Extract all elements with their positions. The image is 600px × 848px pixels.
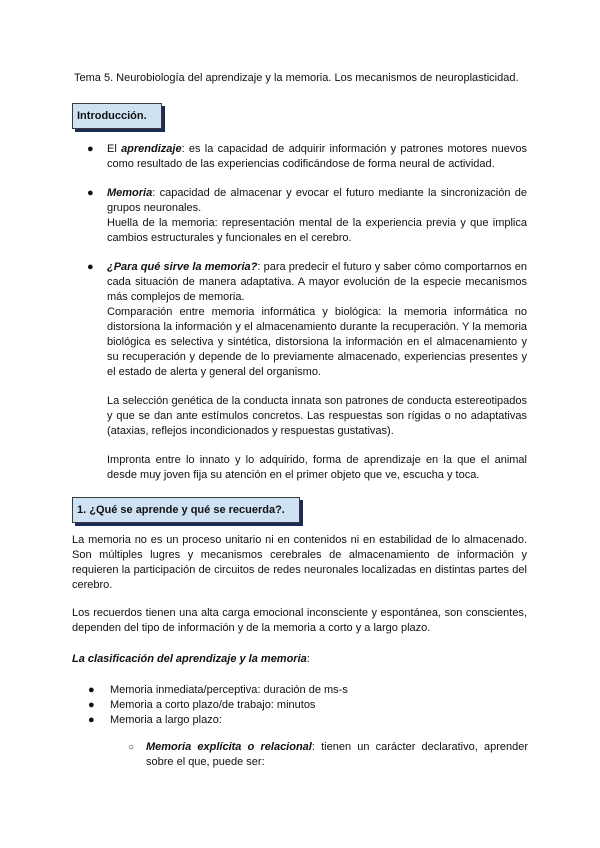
heading-introduccion-text: Introducción. [77,109,147,122]
list-item [88,683,528,698]
term-memoria: Memoria [107,187,153,199]
item-text: : para predecir el futuro y saber cómo comportarnos en cada situación de manera adaptativa. A mayor evolución de la especie mecanismos más complejos de memoria. [107,261,527,303]
memory-sublist [126,740,528,770]
heading-introduccion [72,103,162,129]
list-item [88,713,528,728]
term-para-que: ¿Para qué sirve la memoria? [107,261,258,273]
sublist-item-explicita [126,740,528,770]
list-item-memoria [87,186,527,246]
item-paragraph-seleccion: La selección genética de la conducta innata son patrones de conducta estereotipados y que se dan ante estímulos concretos. Las respuestas son rígidas o no adaptativas (ataxias, reflejos incondicionados y respuestas gustativas). [107,395,527,437]
paragraph-memoria-no-unitaria: La memoria no es un proceso unitario ni en contenidos ni en estabilidad de lo almacenado. Son múltiples lugres y mecanismos cerebrales de almacenamiento de información y requieren la participación de circuitos de redes neuronales localizadas en distintas partes del cerebro. [72,534,527,591]
heading-que-se-aprende-text: 1. ¿Qué se aprende y qué se recuerda?. [77,503,285,516]
bullet-icon: ● [88,714,95,726]
bullet-icon: ● [87,143,94,155]
item-prefix: El [107,143,122,155]
list-item-para-que [87,260,527,483]
list-item-aprendizaje [87,142,527,172]
list-item [88,698,528,713]
item-paragraph-impronta: Impronta entre lo innato y lo adquirido, forma de aprendizaje en la que el animal desde muy joven fija su atención en el primer objeto que ve, escucha y toca. [107,454,527,481]
list-item-text: Memoria a largo plazo: [110,714,222,726]
classification-label [72,652,527,667]
bullet-icon: ● [88,699,95,711]
bullet-icon: ● [87,261,94,273]
item-text: : es la capacidad de adquirir información y patrones motores nuevos como resultado de las experiencias codificándose de forma neural de actividad. [107,143,527,170]
item-extra: Huella de la memoria: representación mental de la experiencia previa y que implica cambios estructurales y funcionales en el cerebro. [107,217,527,244]
circle-bullet-icon: ○ [128,742,135,753]
bullet-icon: ● [87,187,94,199]
document-title: Tema 5. Neurobiología del aprendizaje y la memoria. Los mecanismos de neuroplasticidad. [74,72,519,84]
classification-colon: : [306,653,310,665]
list-item-text: Memoria a corto plazo/de trabajo: minutos [110,699,316,711]
paragraph-recuerdos: Los recuerdos tienen una alta carga emocional inconsciente y espontánea, son conscientes, dependen del tipo de información y de la memoria a corto y a largo plazo. [72,607,527,634]
list-item-text: Memoria inmediata/perceptiva: duración de ms-s [110,684,348,696]
term-memoria-explicita: Memoria explícita o relacional [146,741,312,753]
item-extra: Comparación entre memoria informática y biológica: la memoria informática no distorsiona la información y el almacenamiento durante la recuperación. Y la memoria biológica es selectiva y sintética, distorsiona la información en el almacenamiento y su recuperación y depende de lo previamente almacenado, experiencias presentes y el estado de alerta y general del organismo. [107,306,527,378]
classification-label-text: La clasificación del aprendizaje y la memoria [72,653,307,665]
item-text: : capacidad de almacenar y evocar el futuro mediante la sincronización de grupos neuronales. [107,187,527,214]
intro-bullet-list [87,142,527,483]
memory-type-list [88,683,528,728]
bullet-icon: ● [88,684,95,696]
sublist-item-text: : tienen un carácter declarativo, aprender sobre el que, puede ser: [146,741,528,768]
term-aprendizaje: aprendizaje [121,143,182,155]
heading-que-se-aprende [72,497,300,523]
